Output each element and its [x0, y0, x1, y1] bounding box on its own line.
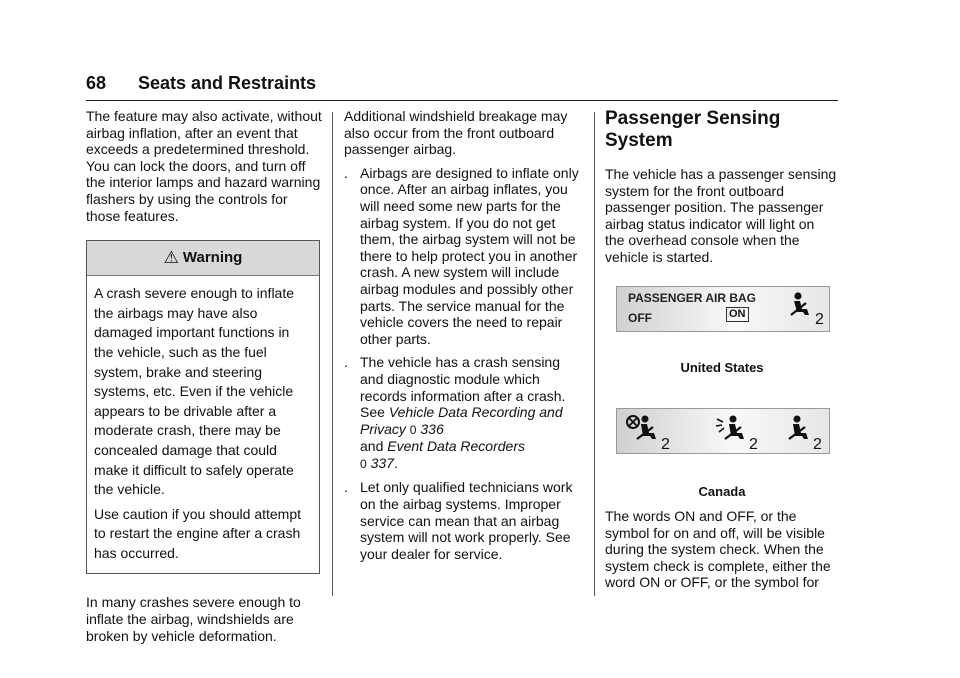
page-ref-number[interactable]: 336	[420, 420, 444, 437]
bullet-mark: .	[344, 354, 348, 371]
column-3	[605, 108, 837, 266]
bullet-text: Airbags are designed to inflate only once. After an airbag inflates, you will need some new parts for the airbag system. If you do not get them, the airbag system will not be there to help protect you in another crash. A new system will include airbag modules and possibly other parts. The service manual for the vehicle covers the need to repair other parts.	[360, 164, 579, 347]
cross-reference-link[interactable]: Event Data Recorders	[387, 438, 525, 455]
page-ref-icon: 0	[360, 456, 367, 471]
warning-title: Warning	[182, 248, 243, 266]
svg-text:2: 2	[661, 436, 670, 451]
warning-icon: ⚠	[163, 247, 179, 267]
bullet-text: Let only qualified technicians work on the airbag systems. Improper service can mean that an airbag system will not work properly. See your dealer for service.	[360, 479, 573, 562]
svg-text:2: 2	[749, 436, 758, 451]
warning-header	[87, 241, 319, 276]
section-heading: Passenger Sensing System	[605, 108, 781, 151]
bullet-mark: .	[344, 479, 348, 496]
paragraph: The feature may also activate, without airbag inflation, after an event that exceeds a predetermined threshold. You can lock the doors, and turn off the interior lamps and hazard warning flashers by using the controls for those features.	[86, 108, 322, 224]
column-2	[344, 108, 584, 562]
column-divider	[594, 112, 595, 596]
column-3-continued	[605, 508, 837, 591]
page-ref-number[interactable]: 337	[370, 454, 394, 471]
us-indicator-panel	[616, 286, 830, 332]
figure-caption: Canada	[698, 484, 746, 499]
list-item	[344, 354, 584, 472]
airbag-off-icon	[623, 413, 673, 451]
airbag-on-icon	[713, 413, 763, 451]
passenger-seatbelt-icon	[783, 413, 827, 451]
warning-paragraph: A crash severe enough to inflate the airbags may have also damaged important functions in the vehicle, such as the fuel system, brake and steering systems, etc. Even if the vehicle appears to be drivable after a moderate crash, there may be concealed damage that could make it difficult to safely operate the vehicle.	[94, 285, 295, 498]
figure-caption: United States	[680, 360, 764, 375]
paragraph: In many crashes severe enough to inflate the airbag, windshields are broken by vehicle deformation.	[86, 594, 301, 644]
page-header	[86, 70, 838, 101]
warning-paragraph: Use caution if you should attempt to restart the engine after a crash has occurred.	[94, 505, 302, 561]
svg-text:2: 2	[813, 436, 822, 451]
list-item	[344, 165, 584, 348]
list-item	[344, 479, 584, 562]
column-divider	[332, 112, 333, 596]
bullet-mark: .	[344, 164, 348, 181]
page-number: 68	[86, 73, 107, 93]
canada-indicator-panel	[616, 408, 830, 454]
bullet-text: The vehicle has a crash sensing and diagnostic module which records information after a crash. See Vehicle Data Recording and Privacy 0 336 and Event Data Recorders 0 337.	[360, 354, 566, 471]
on-label: ON	[726, 307, 749, 322]
seat-number: 2	[815, 311, 824, 327]
section-title: Seats and Restraints	[138, 73, 317, 93]
warning-box	[86, 240, 320, 574]
panel-label: PASSENGER AIR BAG	[628, 291, 757, 305]
cross-reference-link[interactable]: Vehicle Data Recording and Privacy	[360, 404, 563, 437]
paragraph: Additional windshield breakage may also occur from the front outboard passenger airbag.	[344, 108, 568, 158]
page-ref-icon: 0	[409, 422, 417, 437]
paragraph: The vehicle has a passenger sensing system for the front outboard passenger position. The passenger airbag status indicator will light on the overhead console when the vehicle is started.	[605, 166, 837, 265]
paragraph: The words ON and OFF, or the symbol for on and off, will be visible during the system check. When the system check is complete, either the word ON or OFF, or the symbol for	[605, 508, 831, 591]
off-label: OFF	[628, 311, 652, 325]
column-1	[86, 108, 322, 644]
passenger-seatbelt-icon	[785, 291, 825, 327]
warning-body	[87, 276, 319, 573]
